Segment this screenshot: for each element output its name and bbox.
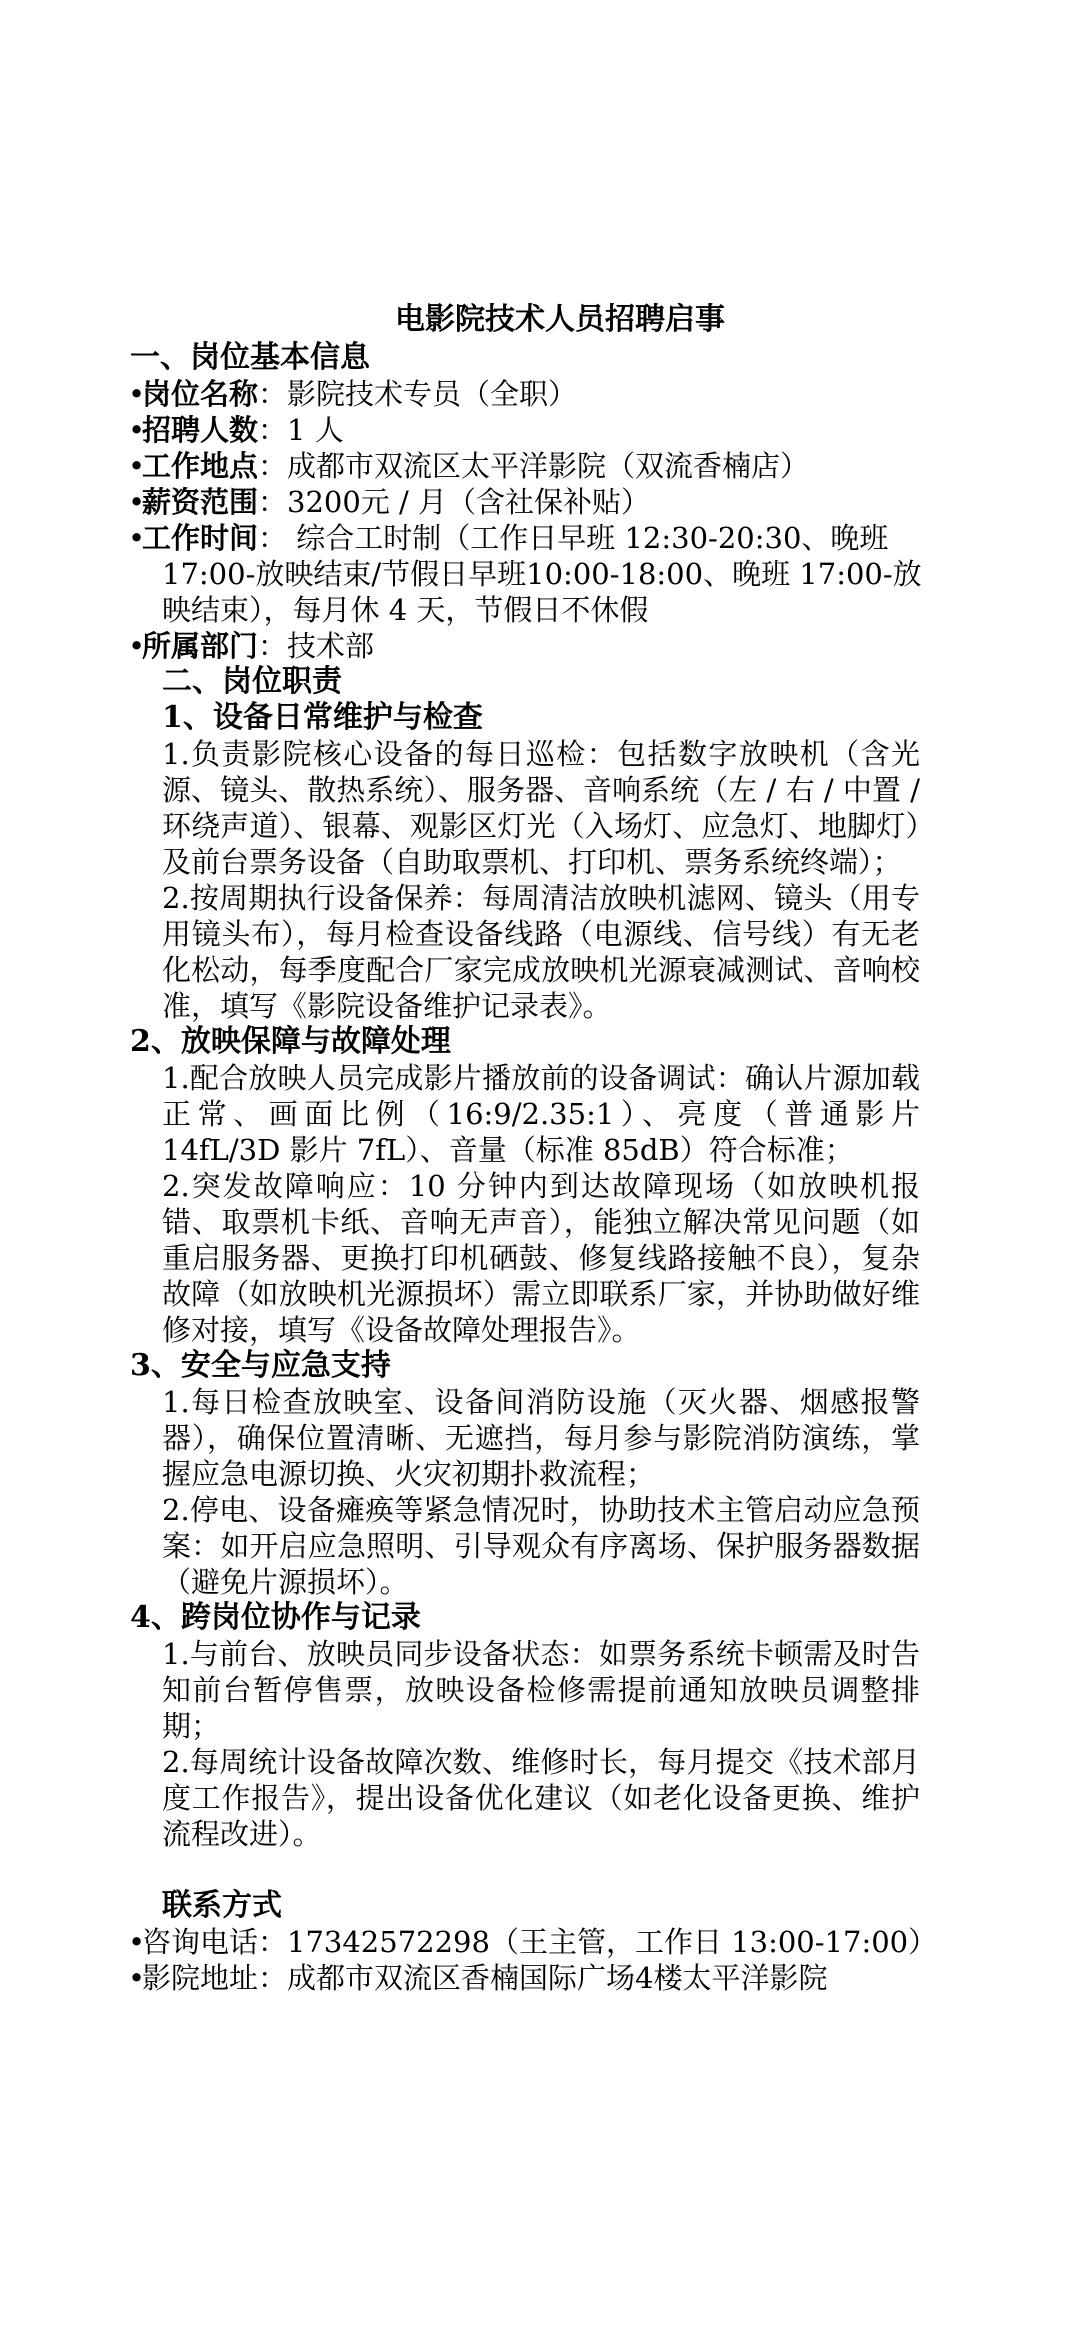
info-value: 技术部 (287, 629, 375, 663)
bullet-dot: • (128, 1925, 146, 1959)
job-posting-document (0, 300, 1080, 1996)
duty-safety-p2: 2.停电、设备瘫痪等紧急情况时，协助技术主管启动应急预案：如开启应急照明、引导观众有序离场、保护服务器数据（避免片源损坏）。 (162, 1493, 920, 1599)
contact-heading: 联系方式 (162, 1888, 282, 1923)
duty-projection-heading: 2、放映保障与故障处理 (130, 1024, 451, 1059)
info-value: 影院技术专员（全职） (287, 377, 578, 411)
info-item-department: • 所属部门：技术部 (128, 629, 375, 663)
duty-maintenance-p2: 2.按周期执行设备保养：每周清洁放映机滤网、镜头（用专用镜头布），每月检查设备线路（电源线、信号线）有无老化松动，每季度配合厂家完成放映机光源衰减测试、音响校准，填写《影院设备维护记录表》。 (162, 881, 920, 1023)
info-value: 1 人 (287, 413, 344, 447)
info-label: 工作地点 (142, 449, 259, 483)
bullet-dot: • (128, 629, 146, 663)
info-label: 工作时间 (142, 521, 259, 555)
info-label: 岗位名称 (142, 377, 259, 411)
info-label: 招聘人数 (142, 413, 259, 447)
info-item-headcount: • 招聘人数：1 人 (128, 413, 344, 447)
bullet-dot: • (128, 521, 146, 555)
info-item-hours: • 工作时间： 综合工时制（工作日早班 12:30-20:30、晚班 17:00-放映结束/节假日早班10:00-18:00、晚班 17:00-放映结束），每月休 4 天，节假日不休假 (128, 521, 922, 627)
info-label: 薪资范围 (142, 485, 259, 519)
duty-projection-p1: 1.配合放映人员完成影片播放前的设备调试：确认片源加载正常、画面比例（16:9/2.35:1）、亮度（普通影片 14fL/3D 影片 7fL）、音量（标准 85dB）符合标准； (162, 1061, 920, 1167)
duty-maintenance-heading: 1、设备日常维护与检查 (162, 700, 483, 735)
section-basic-info-heading: 一、岗位基本信息 (130, 340, 370, 375)
bullet-dot: • (128, 413, 146, 447)
info-item-location: • 工作地点：成都市双流区太平洋影院（双流香楠店） (128, 449, 810, 483)
info-label: 所属部门 (142, 629, 259, 663)
duty-collaboration-p2: 2.每周统计设备故障次数、维修时长，每月提交《技术部月度工作报告》，提出设备优化建议（如老化设备更换、维护流程改进）。 (162, 1745, 920, 1851)
section-spacer (0, 1852, 1080, 1888)
contact-address-text: 影院地址：成都市双流区香楠国际广场4楼太平洋影院 (142, 1961, 828, 1995)
bullet-dot: • (128, 1961, 146, 1995)
section-duties-heading: 二、岗位职责 (162, 664, 342, 699)
document-title: 电影院技术人员招聘启事 (395, 302, 725, 337)
info-item-position: • 岗位名称：影院技术专员（全职） (128, 377, 578, 411)
info-value: 成都市双流区太平洋影院（双流香楠店） (287, 449, 810, 483)
bullet-dot: • (128, 485, 146, 519)
info-value: 3200元 / 月（含社保补贴） (287, 485, 651, 519)
duty-collaboration-p1: 1.与前台、放映员同步设备状态：如票务系统卡顿需及时告知前台暂停售票，放映设备检修需提前通知放映员调整排期； (162, 1637, 920, 1743)
info-value: 综合工时制（工作日早班 12:30-20:30、晚班 17:00-放映结束/节假日早班10:00-18:00、晚班 17:00-放映结束），每月休 4 天，节假日不休假 (162, 521, 922, 627)
duty-safety-p1: 1.每日检查放映室、设备间消防设施（灭火器、烟感报警器），确保位置清晰、无遮挡，每月参与影院消防演练，掌握应急电源切换、火灾初期扑救流程； (162, 1385, 920, 1491)
duty-maintenance-p1: 1.负责影院核心设备的每日巡检：包括数字放映机（含光源、镜头、散热系统）、服务器、音响系统（左 / 右 / 中置 / 环绕声道）、银幕、观影区灯光（入场灯、应急灯、地脚灯）及前台票务设备（自助取票机、打印机、票务系统终端）； (162, 737, 920, 879)
bullet-dot: • (128, 449, 146, 483)
duty-collaboration-heading: 4、跨岗位协作与记录 (130, 1600, 421, 1635)
duty-safety-heading: 3、安全与应急支持 (130, 1348, 391, 1383)
contact-phone-text: 咨询电话：17342572298（王主管，工作日 13:00-17:00） (142, 1925, 938, 1959)
contact-address (0, 1960, 1080, 1996)
duty-projection-p2: 2.突发故障响应：10 分钟内到达故障现场（如放映机报错、取票机卡纸、音响无声音），能独立解决常见问题（如重启服务器、更换打印机硒鼓、修复线路接触不良），复杂故障（如放映机光源损坏）需立即联系厂家，并协助做好维修对接，填写《设备故障处理报告》。 (162, 1169, 920, 1347)
contact-phone (0, 1924, 1080, 1960)
info-item-salary: • 薪资范围：3200元 / 月（含社保补贴） (128, 485, 651, 519)
bullet-dot: • (128, 377, 146, 411)
